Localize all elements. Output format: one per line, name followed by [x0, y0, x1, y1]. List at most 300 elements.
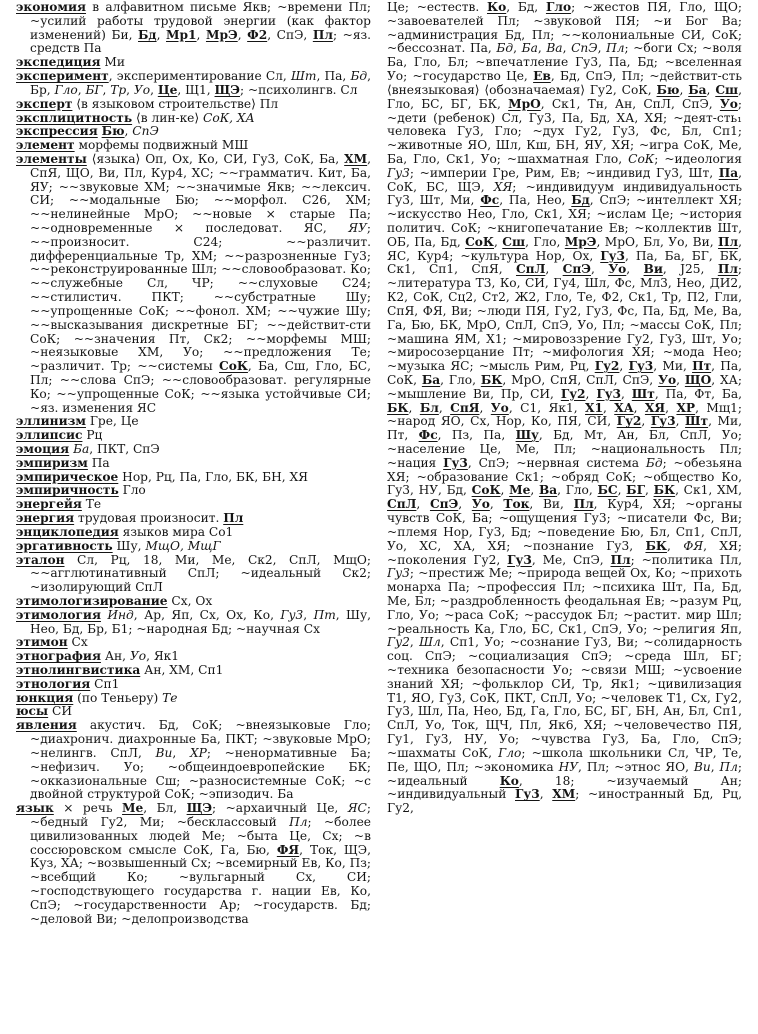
index-entry — [16, 415, 371, 429]
italic-source: Бд — [645, 455, 663, 470]
entry-text: Гло — [118, 483, 146, 498]
italic-source: Ба — [73, 442, 90, 456]
entry-text: Па — [87, 455, 110, 470]
entry-text: , экспериментирование Сл, — [108, 69, 291, 84]
entry-text: , J25, — [662, 262, 718, 277]
entry-text: , Ме, СпЭ, — [531, 552, 611, 567]
entry-text: Шу, — [112, 538, 146, 553]
entry-text: Гре, Це — [85, 414, 139, 429]
primary-source: Пл — [573, 497, 594, 512]
entry-text: , — [597, 41, 607, 56]
primary-source: Бд — [138, 27, 157, 42]
entry-text: , СпЭ; ~нервная система — [467, 455, 646, 470]
index-entry — [16, 498, 371, 512]
entry-text: , — [172, 745, 190, 760]
primary-source: Це — [157, 82, 178, 97]
entry-text: , СоК, БС, ЩЭ, — [387, 165, 742, 194]
entry-text: , — [619, 359, 629, 374]
entry-text: , — [641, 414, 651, 429]
headword: эталон — [16, 552, 65, 567]
primary-source: МрЭ — [205, 27, 238, 42]
primary-source: Ба — [421, 372, 441, 387]
entry-text: в алфавитном письме Якв; — [86, 1, 278, 14]
entry-text: Нор, Рц, Па, Гло, БК, БН, ХЯ — [118, 469, 309, 484]
primary-source: Ток — [503, 497, 530, 512]
index-entry — [16, 457, 371, 471]
primary-source: Пт — [692, 359, 712, 374]
entry-text: , СпЭ, — [267, 27, 313, 42]
entry-text: ; ~литература Т3, Ко, СИ, Гу4, Шл, Фс, Мл3, Нео, ДИ2, К2, СоК, Сц2, Ст2, Ж2, Гло, Те, Ф2, Ск1, Тр, П2, Гли, СпЯ, ФЯ, Ви; ~люди ПЯ, Гу2, Гу3, Фс, Па, Бд, Ме, Ва, Га, Бю, БК, МрО, СпЛ, СпЭ, Уо, Пл; ~массы СоК, Пл; ~машина ЯМ, Х1; ~мировоззрение Гу2, Гу3, Шт, Уо; ~миросозерцание Пт; ~мифология ХЯ; ~мода Нео; ~музыка ЯС; ~мысль Рим, Рц, — [387, 262, 742, 374]
entry-text: , Ви, — [529, 497, 574, 512]
italic-source: СпЭ — [571, 41, 598, 56]
entry-text: Сх, Ох — [167, 593, 213, 608]
entry-text: Ан, — [100, 649, 130, 664]
left-column — [16, 1, 371, 1034]
entry-text: , СпЯ, ЩО, Ви, Пл, Кур4, ХС; ~~грамматич. Кит, Ба, ЯУ; ~~звуковые ХМ; ~~значимые Якв; ~~лексич. СИ; ~~модальные Бю; ~~морфол. С26, ХМ; ~~нелинейные МрО; ~~новые × старые Па; ~~одновременные × последоват. ЯС, — [30, 151, 371, 235]
entry-text: , — [513, 41, 522, 56]
entry-text: , — [645, 483, 654, 498]
primary-source: Пл — [223, 511, 244, 526]
entry-text: , — [303, 607, 314, 622]
primary-source: Бд — [571, 193, 590, 208]
italic-source: СоК — [628, 151, 655, 166]
index-entry — [16, 636, 371, 650]
entry-text: , Як1 — [146, 649, 180, 664]
entry-text: , Ба, Сш, Гло, БС, Пл; ~~слова СпЭ; ~~словообразоват. регулярные Ко; ~~упрощенные СоК; ~~языка устойчивые СИ; ~яз. изменения ЯС — [30, 359, 371, 415]
italic-source: Те — [162, 690, 178, 705]
index-entry — [16, 540, 371, 554]
entry-text: , — [679, 82, 689, 97]
headword: энциклопедия — [16, 524, 119, 539]
entry-text: , Гло, — [525, 234, 565, 249]
italic-source: СоК, ХА — [203, 110, 255, 125]
headword: элементы — [16, 151, 87, 166]
entry-text: ; ~обезьяна ХЯ; ~образование Ск1; ~обряд СоК; ~общество Ко, Гу3, НУ, Бд, — [387, 455, 742, 498]
headword: этнография — [16, 649, 101, 664]
italic-source: Ва — [546, 41, 563, 56]
headword: эмпирическое — [16, 469, 119, 484]
entry-text: Рц — [82, 428, 103, 443]
headword: эмпиричность — [16, 483, 119, 498]
entry-text: , Бд, СпЭ, Пл; ~действит-сть ⟨внеязыковая⟩ ⟨обозначаемая⟩ Гу2, СоК, — [387, 69, 742, 97]
index-entry — [16, 705, 371, 719]
entry-text: , Па, Нео, — [499, 193, 572, 208]
headword: явления — [16, 718, 77, 733]
primary-source: ХЯ — [644, 400, 666, 415]
entry-text: ; ~индивидуум индивидуальность Гу3, Шт, Ми, — [387, 179, 742, 208]
italic-source: Гу2 — [387, 635, 410, 650]
entry-text: ; ~жестов ПЯ, Гло, ЩО; ~завоевателей Пл; ~звуковой ПЯ; ~и Бог Ва; ~администрация Бд, Пл; ~~колониальные СИ, СоК; ~бессознат. Па, — [387, 1, 742, 56]
entry-text: , — [585, 386, 597, 401]
headword: юнкция — [16, 690, 74, 705]
primary-source: Бл — [419, 400, 439, 415]
italic-source: Уо — [133, 82, 151, 97]
entry-text: Сх — [67, 635, 88, 650]
entry-text: ; ~дети (ребенок) Сл, Гу3, Па, Бд, ХА, ХЯ; ~деят-сть₁ человека Гу3, Гло; ~дух Гу2, Гу3, Фс, Бл, Сп1; ~животные ЯО, Шл, Кш, БН, ЯУ, ХЯ; ~игра СоК, Ме, Ба, Гло, Ск1, Уо; ~шахматная Гло, — [387, 96, 742, 166]
entry-text: , — [590, 262, 609, 277]
primary-source: БК — [387, 400, 409, 415]
primary-source: ХА — [614, 400, 634, 415]
entry-text: , Шу, Нео, Бд, Бр, Б1; ~народная Бд; ~научная Сх — [30, 607, 371, 636]
primary-source: СпЭ — [429, 497, 459, 512]
entry-text: , ЯС, Кур4; ~культура Нор, Ох, — [387, 234, 742, 263]
entry-text: , Ар, Яп, Сх, Ох, Ко, — [133, 607, 281, 622]
entry-text: ~времени Пл; ~усилий работы трудовой энергии (как фактор изменений) Би, — [30, 1, 371, 42]
entry-text: СИ — [48, 704, 72, 719]
headword: экономия — [16, 1, 87, 14]
primary-source: Па — [718, 165, 739, 180]
entry-text: ⟨языка⟩ Оп, Ох, Ко, СИ, Гу3, СоК, Ба, — [86, 151, 345, 166]
italic-source: Ви — [155, 745, 173, 760]
entry-text: , Кур4, ХЯ; ~органы чувств СоК, Ба; ~ощущения Гу3; ~писатели Фс, Ви; ~племя Нор, Гу3, Бд; ~поведение Бю, Бл, Сп1, СпЛ, Уо, ХС, ХА, ХЯ; ~познание Гу3, — [387, 497, 742, 553]
index-entry — [16, 678, 371, 692]
index-entry — [16, 98, 371, 112]
primary-source: БК — [653, 483, 676, 498]
entry-text: , Бл, — [143, 801, 187, 816]
entry-text: , — [633, 400, 645, 415]
primary-source: СоК — [471, 483, 501, 498]
index-entry — [16, 471, 371, 485]
italic-source: Пл — [289, 814, 308, 829]
index-entry — [16, 719, 371, 802]
headword: элемент — [16, 138, 75, 153]
entry-text: , Па, Ба, БГ, БК, Ск1, Сп1, СпЯ, — [387, 248, 742, 277]
primary-source: Сш — [715, 82, 739, 97]
entry-text: , — [156, 27, 167, 42]
primary-source: Гу3 — [628, 359, 654, 374]
italic-source: Пл — [719, 759, 738, 774]
entry-text: , — [408, 400, 420, 415]
primary-source: Сш — [502, 234, 526, 249]
italic-source: МщО, МщГ — [145, 538, 221, 553]
entry-text: акустич. Бд, СоК; ~внеязыковые Гло; ~диахронич. диахронные Ба, ПКТ; ~звуковые МрО; ~нелингв. СпЛ, — [30, 718, 371, 760]
entry-text: , — [626, 262, 644, 277]
entry-text: ; ~ненормативные Ба; ~нефизич. Уо; ~общеиндоевропейские БК; ~окказиональные Сш; ~разносистемные СоК; ~с двойной структурой СоК; ~эпизодич. Ба — [30, 745, 371, 802]
entry-text: , — [409, 635, 420, 650]
primary-source: Мр1 — [166, 27, 197, 42]
entry-text: , — [666, 538, 684, 553]
primary-source: Гу3 — [650, 414, 676, 429]
italic-source: ХЯ — [493, 179, 513, 194]
entry-text: , ХА; ~мышление Ви, Пр, СИ, — [387, 372, 742, 401]
entry-text: ; ~~произносит. С24; ~~различит. дифференциальные Тр, ХМ; ~~разрозненные Гу3; ~~реконструированные Шл; ~~словообразоват. Ко; ~~служебные Сл, ЧР; ~~слуховые С24; ~~стилистич. ПКТ; ~~субстратные Шу; ~~упрощенные СоК; ~~фонол. ХМ; ~~чужие Шу; ~~высказывания дискретные БГ; ~~действит-сти СоК; ~~значения Пт, Ск2; ~~морфемы МШ; ~неязыковые ХМ, Уо; ~~предложения Те; ~различит. Тр; ~~системы — [30, 221, 371, 374]
primary-source: Пл — [610, 552, 631, 567]
index-entry — [387, 1, 742, 816]
entry-text: , МрО, Бл, Уо, Ви, — [596, 234, 719, 249]
index-entry — [16, 429, 371, 443]
entry-text: , — [706, 82, 716, 97]
entry-text: , — [479, 400, 491, 415]
headword: эллинизм — [16, 414, 86, 429]
entry-text: , — [710, 759, 720, 774]
primary-source: Уо — [608, 262, 627, 277]
primary-source: Ба — [688, 82, 707, 97]
primary-source: СпЛ — [515, 262, 546, 277]
entry-text: , — [494, 234, 503, 249]
entry-text: , Бд, Мт, Ан, Бл, СпЛ, Уо; ~население Це, Ме, Пл; ~национальность Пл; ~нация — [387, 428, 742, 470]
headword: энергия — [16, 511, 75, 526]
index-entry — [16, 692, 371, 706]
primary-source: БГ — [626, 483, 646, 498]
primary-source: Ме — [509, 483, 531, 498]
entry-text: , СпЭ; ~интеллект ХЯ; ~искусство Нео, Гло, Ск1, ХЯ; ~ислам Це; ~история политич. СоК; ~книгопечатание Ев; ~коллектив Шт, ОБ, Па, Бд, — [387, 193, 742, 249]
headword: эргативность — [16, 538, 113, 553]
italic-source: Гло — [54, 82, 78, 97]
entry-text: , — [621, 386, 632, 401]
entry-text: , Бд, — [506, 1, 546, 14]
italic-source: ХР — [189, 745, 207, 760]
entry-text: морфемы подвижный МШ — [74, 138, 249, 153]
entry-text: , — [539, 787, 553, 802]
entry-text: ; ~иностранный Бд, Рц, Гу2, — [387, 787, 742, 816]
index-entry — [16, 650, 371, 664]
index-entry — [16, 526, 371, 540]
entry-text: , — [196, 27, 206, 42]
primary-source: СоК — [219, 359, 248, 374]
primary-source: Шт — [685, 414, 709, 429]
headword: юсы — [16, 704, 49, 719]
entry-text: (по Теньеру) — [73, 690, 163, 705]
italic-source: ЯС — [347, 801, 367, 816]
primary-source: Уо — [471, 497, 490, 512]
primary-source: Фс — [418, 428, 438, 443]
primary-source: Ко — [486, 1, 507, 14]
entry-text: , — [438, 400, 451, 415]
headword: эксперт — [16, 96, 73, 111]
entry-text: × речь — [53, 801, 123, 816]
italic-source: Шл — [419, 635, 441, 650]
primary-source: Ви — [643, 262, 663, 277]
headword: этимологизирование — [16, 593, 168, 608]
entry-text: ; ~престиж Ме; ~природа вещей Ох, Ко; ~прихоть монарха Па; ~профессия Пл; ~психика Шт, Па, Бд, Ме, Бл; ~раздробленность феодальная Ев; ~разум Рц, Гло, Уо; ~раса СоК; ~рассудок Бл; ~растит. мир Шл; ~реальность Ка, Гло, БС, Ск1, СпЭ, Уо; ~религия Яп, — [387, 566, 742, 636]
primary-source: ФЯ — [276, 842, 300, 857]
italic-source: Бд — [350, 69, 368, 84]
entry-text: , С1, Як1, — [508, 400, 585, 415]
primary-source: ХМ — [344, 151, 368, 166]
entry-text: , Гло, — [557, 483, 598, 498]
italic-source: Ба — [521, 41, 538, 56]
entry-text: , МрО, СпЯ, СпЛ, СпЭ, — [502, 372, 659, 387]
index-entry — [16, 139, 371, 153]
primary-source: Ко — [499, 773, 519, 788]
primary-source: Гу3 — [507, 552, 532, 567]
italic-source: Ви — [693, 759, 711, 774]
headword: этимология — [16, 607, 101, 622]
entry-text: , Пл; ~этнос ЯО, — [578, 759, 694, 774]
primary-source: Ва — [538, 483, 558, 498]
primary-source: БК — [645, 538, 667, 553]
entry-text: трудовая произносит. — [74, 511, 224, 526]
entry-text: Ан, ХМ, Сп1 — [140, 663, 224, 677]
entry-text: , ПКТ, СпЭ — [89, 442, 160, 456]
italic-source: Гу3 — [280, 607, 304, 622]
headword: эксплицитность — [16, 110, 133, 125]
primary-source: Гу2 — [616, 414, 642, 429]
entry-text: , — [237, 27, 248, 42]
entry-text: ; ~архаичный Це, — [212, 801, 348, 816]
entry-text: , — [126, 82, 134, 97]
entry-text: языков мира Со1 — [118, 524, 234, 539]
entry-text: , Щ1, — [177, 82, 215, 97]
primary-source: Гу3 — [596, 386, 622, 401]
primary-source: Гло — [545, 1, 572, 14]
entry-text: Те — [81, 497, 102, 512]
entry-text: , Сп1, Уо; ~сознание Гу3, Ви; ~солидарность соц. СпЭ; ~социализация СпЭ; ~среда Шл, БГ; ~техника безопасности Уо; ~связи МШ; ~усвоение знаний ХЯ; ~фольклор СИ, Тр, Як1; ~цивилизация Т1, ЯО, Гу3, СоК, ПКТ, СпЛ, Уо; ~человек Т1, Сх, Гу2, Гу3, Шл, Па, Нео, Бд, Га, Гло, БС, БГ, БН, Ан, Бл, Сп1, СпЛ, Уо, Ток, ЩЧ, Пл, Як6, ХЯ; ~человечество ПЯ, Гу1, Гу3, НУ, Уо; ~чувства Гу3, Ба, Гло, СпЭ; ~шахматы СоК, — [387, 635, 742, 760]
entry-text: , — [617, 483, 627, 498]
entry-text: ; ~бедный Гу2, Ми; ~бесклассовый — [30, 801, 371, 829]
index-entry — [16, 664, 371, 678]
entry-text: , Па, Фт, Ба, — [654, 386, 742, 401]
index-entry — [16, 595, 371, 609]
index-entry — [16, 443, 371, 457]
entry-text: ; ~политика Пл, — [630, 552, 742, 567]
primary-source: Пл — [718, 234, 739, 249]
entry-text: ⟨в языковом строительстве⟩ Пл — [72, 96, 279, 111]
right-column — [387, 1, 742, 1034]
primary-source: Пл — [717, 262, 738, 277]
index-entry — [16, 512, 371, 526]
index-entry — [16, 802, 371, 926]
entry-text: , Ток, ЩЭ, Куз, ХА; ~возвышенный Сх; ~всемирный Ев, Ко, Пз; ~всебщий Ко; ~вульгарный Сх, СИ; ~господствующего государства г. нации Ев, Ко, СпЭ; ~государственности Ар; ~государств. Бд; ~деловой Ви; ~делопроизводства — [30, 842, 371, 926]
entry-text: , Пз, Па, — [437, 428, 516, 443]
primary-source: Фс — [480, 193, 500, 208]
primary-source: ХР — [676, 400, 696, 415]
primary-source: БК — [480, 372, 503, 387]
entry-text: ; ~идеальный — [387, 759, 742, 788]
primary-source: СпЭ — [562, 262, 591, 277]
headword: язык — [16, 801, 54, 816]
italic-source: Гу3 — [387, 165, 410, 180]
entry-text: , — [124, 124, 133, 139]
continued-text: Це; ~естеств. — [387, 1, 487, 14]
entry-text: , — [150, 82, 158, 97]
entry-text: , — [562, 41, 572, 56]
primary-source: СоК — [465, 234, 495, 249]
entry-text: , — [676, 372, 685, 387]
entry-text: Ми — [100, 55, 126, 70]
entry-text: ; ~школа школьники Сл, ЧР, Те, Пе, ЩО, Пл; ~экономика — [387, 745, 742, 774]
headword: экспрессия — [16, 124, 98, 139]
entry-text: , — [500, 483, 510, 498]
primary-source: Гу2 — [560, 386, 586, 401]
entry-text: , — [537, 41, 547, 56]
primary-source: СпЯ — [450, 400, 480, 415]
index-entry — [16, 1, 371, 56]
entry-text: , — [602, 400, 615, 415]
primary-source: Х1 — [585, 400, 603, 415]
headword: этимон — [16, 635, 68, 650]
primary-source: Шт — [631, 386, 655, 401]
primary-source: Гу2 — [594, 359, 620, 374]
primary-source: Уо — [490, 400, 509, 415]
entry-text: ; ~яз. средств Па — [30, 27, 371, 56]
entry-text: , Мщ1; ~народ ЯО, Сх, Нор, Ко, ПЯ, СИ, — [387, 400, 742, 429]
entry-text: ; ~более цивилизованных людей Ме; ~быта Це, Сх; ~в соссюровском смысле СоК, Га, Бю, — [30, 814, 371, 857]
index-entry — [16, 56, 371, 70]
primary-source: МрО — [508, 96, 541, 111]
headword: этнология — [16, 676, 91, 691]
entry-text: , ХЯ; ~поколения Гу2, — [387, 538, 742, 567]
entry-text: , 18; ~изучаемый Ан; ~индивидуальный — [387, 773, 742, 802]
entry-text: Сп1 — [90, 676, 120, 691]
headword: эмпиризм — [16, 455, 88, 470]
entry-text: , — [489, 497, 504, 512]
headword: этнолингвистика — [16, 663, 141, 677]
primary-source: ЩЭ — [186, 801, 213, 816]
headword: эллипсис — [16, 428, 83, 443]
headword: экспедиция — [16, 55, 101, 70]
entry-text: , — [77, 82, 86, 97]
italic-source: НУ — [558, 759, 579, 774]
primary-source: Ме — [122, 801, 144, 816]
index-entry — [16, 484, 371, 498]
primary-source: ЩЭ — [214, 82, 240, 97]
entry-text: ⟨в лин-ке⟩ — [132, 110, 204, 125]
primary-source: Уо — [719, 96, 738, 111]
entry-text: , — [530, 483, 539, 498]
entry-text: , Бр, — [30, 69, 371, 97]
primary-source: ХМ — [552, 787, 576, 802]
primary-source: Уо — [658, 372, 677, 387]
entry-text: , Ми, — [653, 359, 693, 374]
primary-source: Гу3 — [515, 787, 540, 802]
index-entry — [16, 70, 371, 98]
headword: эксперимент — [16, 69, 109, 84]
italic-source: Уо — [129, 649, 147, 664]
entry-text: , — [545, 262, 563, 277]
entry-text: , Ск1, Тн, Ан, СпЛ, СпЭ, — [540, 96, 720, 111]
italic-source: Пл — [606, 41, 625, 56]
index-entry — [16, 112, 371, 126]
entry-text: , Гло, БС, БГ, БК, — [387, 82, 742, 111]
primary-source: Ев — [533, 69, 551, 84]
primary-source: Гу3 — [600, 248, 625, 263]
entry-text: , Ск1, ХМ, — [675, 483, 742, 498]
headword: энергейя — [16, 497, 82, 512]
primary-source: Бю — [101, 124, 125, 139]
index-entry — [16, 609, 371, 637]
italic-source: Гу3 — [387, 566, 410, 581]
italic-source: Шт — [290, 69, 317, 84]
entry-text: , — [675, 414, 686, 429]
italic-source: Инд — [107, 607, 134, 622]
italic-source: ФЯ — [683, 538, 704, 553]
entry-text: , — [102, 82, 111, 97]
entry-text: ; ~идеология — [654, 151, 742, 166]
italic-source: Бд — [496, 41, 514, 56]
italic-source: ЯУ — [348, 221, 367, 235]
entry-text: , — [458, 497, 472, 512]
entry-text: ; ~психолингв. Сл — [239, 82, 358, 97]
primary-source: СпЛ — [387, 497, 417, 512]
entry-text: , Па, — [316, 69, 351, 84]
index-entry — [16, 554, 371, 595]
entry-text: , Ми, Пт, — [387, 414, 742, 443]
headword: эмоция — [16, 442, 70, 456]
italic-source: Пт — [313, 607, 336, 622]
entry-text: ; ~боги Сх; ~воля Ба, Гло, Бл; ~впечатление Гу3, Па, Бд; ~вселенная Уо; ~государство Це, — [387, 41, 742, 84]
primary-source: ЩО — [684, 372, 712, 387]
italic-source: СпЭ — [132, 124, 159, 139]
italic-source: Гло — [498, 745, 522, 760]
primary-source: Пл — [312, 27, 333, 42]
index-entry — [16, 125, 371, 139]
primary-source: БС — [597, 483, 618, 498]
entry-text: , — [416, 497, 430, 512]
index-entry — [16, 153, 371, 415]
primary-source: МрЭ — [564, 234, 597, 249]
entry-text: , — [665, 400, 677, 415]
